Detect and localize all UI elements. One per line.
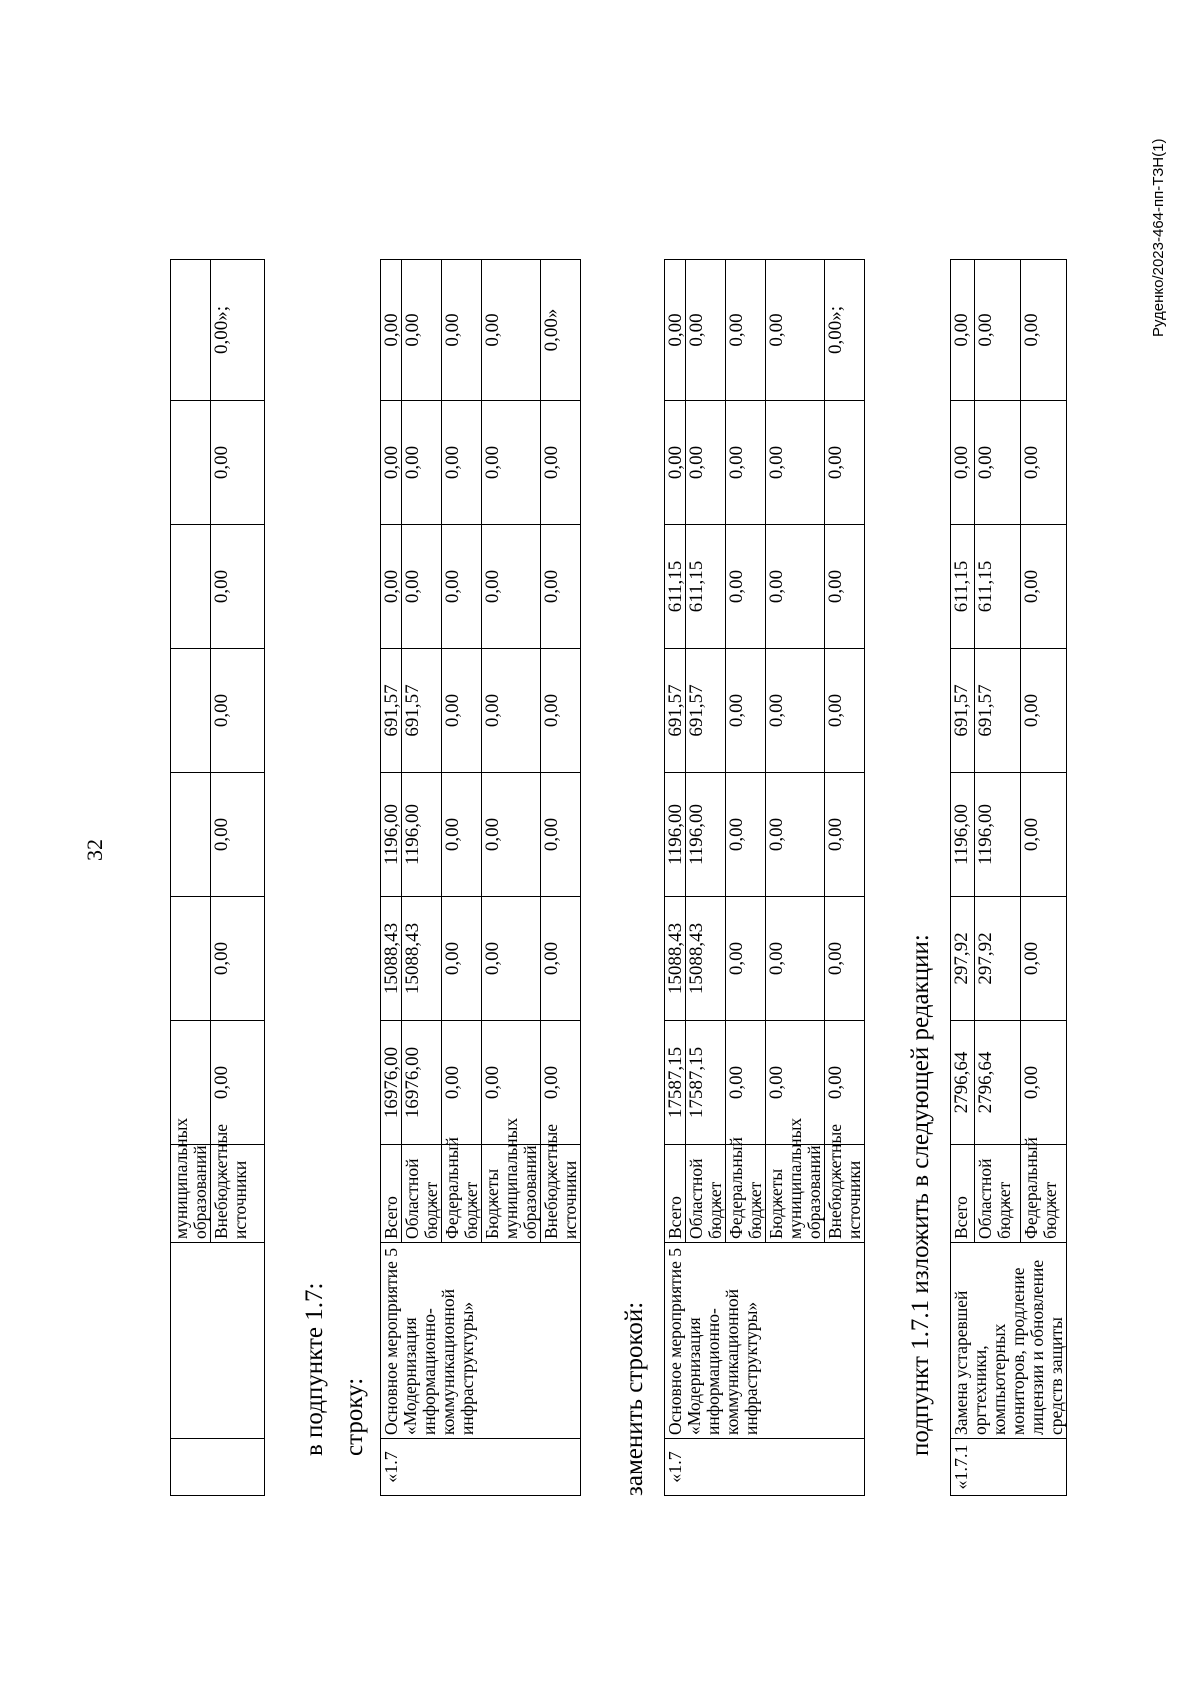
- amount-cell: 0,00: [726, 897, 766, 1021]
- amount-cell: 611,15: [686, 525, 726, 649]
- table-old-row: [380, 259, 581, 1496]
- amount-cell: 0,00: [665, 401, 686, 525]
- amount-cell: 0,00: [442, 897, 482, 1021]
- amount-cell: 0,00: [825, 525, 865, 649]
- funding-source: Федеральный бюджет: [442, 1145, 482, 1243]
- amount-cell: 0,00: [442, 401, 482, 525]
- amount-cell: [171, 525, 211, 649]
- amount-cell: 0,00: [482, 525, 541, 649]
- amount-cell: 0,00: [482, 401, 541, 525]
- amount-cell: 17587,15: [686, 1021, 726, 1145]
- amount-cell: 2796,64: [975, 1021, 1021, 1145]
- amount-cell: 0,00: [766, 649, 825, 773]
- amount-cell: 611,15: [975, 525, 1021, 649]
- amount-cell: 0,00: [402, 525, 442, 649]
- amount-cell: [171, 897, 211, 1021]
- amount-cell: 0,00: [686, 260, 726, 401]
- table-row: [665, 260, 686, 1496]
- amount-cell: 0,00: [211, 525, 265, 649]
- amount-cell: 0,00: [825, 1021, 865, 1145]
- amount-cell: 1196,00: [975, 773, 1021, 897]
- funding-source: муниципальных образований: [171, 1145, 211, 1243]
- amount-cell: 0,00: [1021, 260, 1067, 401]
- amount-cell: 1196,00: [686, 773, 726, 897]
- amount-cell: 16976,00: [381, 1021, 402, 1145]
- amount-cell: 611,15: [665, 525, 686, 649]
- amount-cell: 0,00: [211, 401, 265, 525]
- amount-cell: 2796,64: [951, 1021, 975, 1145]
- item-code: «1.7: [665, 1439, 865, 1496]
- amount-cell: 0,00: [541, 897, 581, 1021]
- funding-source: Бюджеты муниципальных образований: [482, 1145, 541, 1243]
- amount-cell: 0,00: [766, 525, 825, 649]
- amount-cell: 0,00: [541, 773, 581, 897]
- amount-cell: 0,00: [1021, 649, 1067, 773]
- amount-cell: 0,00: [726, 649, 766, 773]
- amount-cell: 0,00: [211, 1021, 265, 1145]
- amount-cell: 0,00: [726, 260, 766, 401]
- amount-cell: 297,92: [975, 897, 1021, 1021]
- funding-source: Федеральный бюджет: [1021, 1145, 1067, 1243]
- amount-cell: 0,00»;: [211, 260, 265, 401]
- item-code: «1.7: [381, 1439, 581, 1496]
- amount-cell: 1196,00: [665, 773, 686, 897]
- amount-cell: 0,00: [1021, 1021, 1067, 1145]
- amount-cell: 15088,43: [402, 897, 442, 1021]
- amount-cell: 0,00: [825, 773, 865, 897]
- funding-source: Внебюджетные источники: [825, 1145, 865, 1243]
- funding-source: Областной бюджет: [975, 1145, 1021, 1243]
- amount-cell: 691,57: [686, 649, 726, 773]
- amount-cell: 0,00: [766, 401, 825, 525]
- amount-cell: 0,00: [665, 260, 686, 401]
- amount-cell: 17587,15: [665, 1021, 686, 1145]
- amount-cell: 0,00: [1021, 401, 1067, 525]
- table-subitem-171-body: [951, 260, 1067, 1496]
- amount-cell: 691,57: [402, 649, 442, 773]
- amount-cell: 0,00: [726, 401, 766, 525]
- amount-cell: 0,00: [726, 525, 766, 649]
- amount-cell: 0,00: [482, 897, 541, 1021]
- amount-cell: 0,00: [482, 649, 541, 773]
- table-new-row-body: [665, 260, 865, 1496]
- amount-cell: 0,00: [541, 1021, 581, 1145]
- amount-cell: 0,00: [975, 401, 1021, 525]
- table-row: [951, 260, 975, 1496]
- amount-cell: 0,00: [541, 401, 581, 525]
- amount-cell: 1196,00: [381, 773, 402, 897]
- amount-cell: 0,00: [951, 260, 975, 401]
- amount-cell: 0,00: [482, 260, 541, 401]
- amount-cell: 0,00: [975, 260, 1021, 401]
- item-code: «1.7.1: [951, 1439, 1067, 1496]
- amount-cell: 0,00: [1021, 773, 1067, 897]
- amount-cell: 0,00: [402, 260, 442, 401]
- item-description: Основное мероприятие 5 «Модернизация информационно-коммуникационной инфраструктуры»: [381, 1243, 581, 1439]
- page-number: 32: [82, 839, 107, 861]
- amount-cell: 0,00: [766, 897, 825, 1021]
- amount-cell: 0,00»;: [825, 260, 865, 401]
- caption-row: строку:: [341, 1377, 368, 1456]
- amount-cell: 0,00: [766, 260, 825, 401]
- amount-cell: 0,00: [442, 260, 482, 401]
- amount-cell: 691,57: [975, 649, 1021, 773]
- caption-subitem: в подпункте 1.7:: [301, 1282, 328, 1456]
- caption-subitem-171: подпункт 1.7.1 изложить в следующей редакции:: [907, 934, 934, 1456]
- amount-cell: 0,00: [726, 1021, 766, 1145]
- funding-source: Бюджеты муниципальных образований: [766, 1145, 825, 1243]
- table-row: [171, 260, 211, 1496]
- funding-source: Внебюджетные источники: [541, 1145, 581, 1243]
- amount-cell: 0,00: [381, 525, 402, 649]
- amount-cell: 0,00: [726, 773, 766, 897]
- amount-cell: 297,92: [951, 897, 975, 1021]
- amount-cell: 0,00: [442, 773, 482, 897]
- amount-cell: 0,00: [442, 1021, 482, 1145]
- amount-cell: 0,00: [766, 1021, 825, 1145]
- table-row: [381, 260, 402, 1496]
- empty-cell: [171, 1439, 265, 1496]
- amount-cell: 1196,00: [951, 773, 975, 897]
- funding-source: Всего: [381, 1145, 402, 1243]
- amount-cell: 0,00: [951, 401, 975, 525]
- amount-cell: 0,00: [686, 401, 726, 525]
- amount-cell: 0,00: [442, 649, 482, 773]
- amount-cell: 0,00: [402, 401, 442, 525]
- table-continuation-body: [171, 260, 265, 1496]
- funding-source: Всего: [665, 1145, 686, 1243]
- amount-cell: 0,00: [541, 525, 581, 649]
- amount-cell: 0,00: [1021, 897, 1067, 1021]
- amount-cell: 691,57: [665, 649, 686, 773]
- funding-source: Всего: [951, 1145, 975, 1243]
- table-continuation: [170, 259, 265, 1496]
- document-code: Руденко/2023-464-пп-ТЗН(1): [1150, 138, 1167, 337]
- funding-source: Областной бюджет: [686, 1145, 726, 1243]
- amount-cell: 15088,43: [381, 897, 402, 1021]
- table-subitem-171: [950, 259, 1067, 1496]
- funding-source: Областной бюджет: [402, 1145, 442, 1243]
- amount-cell: 0,00: [825, 401, 865, 525]
- amount-cell: 0,00: [825, 649, 865, 773]
- amount-cell: [171, 649, 211, 773]
- amount-cell: 15088,43: [665, 897, 686, 1021]
- amount-cell: 0,00: [766, 773, 825, 897]
- amount-cell: [171, 401, 211, 525]
- amount-cell: 0,00: [1021, 525, 1067, 649]
- empty-cell: [171, 1243, 265, 1439]
- item-description: Основное мероприятие 5 «Модернизация информационно-коммуникационной инфраструктуры»: [665, 1243, 865, 1439]
- amount-cell: 0,00»: [541, 260, 581, 401]
- funding-source: Федеральный бюджет: [726, 1145, 766, 1243]
- caption-replace: заменить строкой:: [621, 1301, 648, 1496]
- amount-cell: 0,00: [211, 773, 265, 897]
- amount-cell: 0,00: [482, 1021, 541, 1145]
- table-new-row: [664, 259, 865, 1496]
- amount-cell: 0,00: [211, 649, 265, 773]
- amount-cell: 0,00: [442, 525, 482, 649]
- amount-cell: 15088,43: [686, 897, 726, 1021]
- table-old-row-body: [381, 260, 581, 1496]
- amount-cell: [171, 773, 211, 897]
- amount-cell: [171, 260, 211, 401]
- amount-cell: 691,57: [951, 649, 975, 773]
- amount-cell: 0,00: [381, 260, 402, 401]
- amount-cell: 611,15: [951, 525, 975, 649]
- item-description: Замена устаревшей оргтехники, компьютерных мониторов, продление лицензии и обновление средств защиты: [951, 1243, 1067, 1439]
- amount-cell: 691,57: [381, 649, 402, 773]
- amount-cell: 0,00: [482, 773, 541, 897]
- amount-cell: 16976,00: [402, 1021, 442, 1145]
- amount-cell: 0,00: [211, 897, 265, 1021]
- amount-cell: 0,00: [825, 897, 865, 1021]
- funding-source: Внебюджетные источники: [211, 1145, 265, 1243]
- amount-cell: 0,00: [541, 649, 581, 773]
- amount-cell: 0,00: [381, 401, 402, 525]
- amount-cell: 1196,00: [402, 773, 442, 897]
